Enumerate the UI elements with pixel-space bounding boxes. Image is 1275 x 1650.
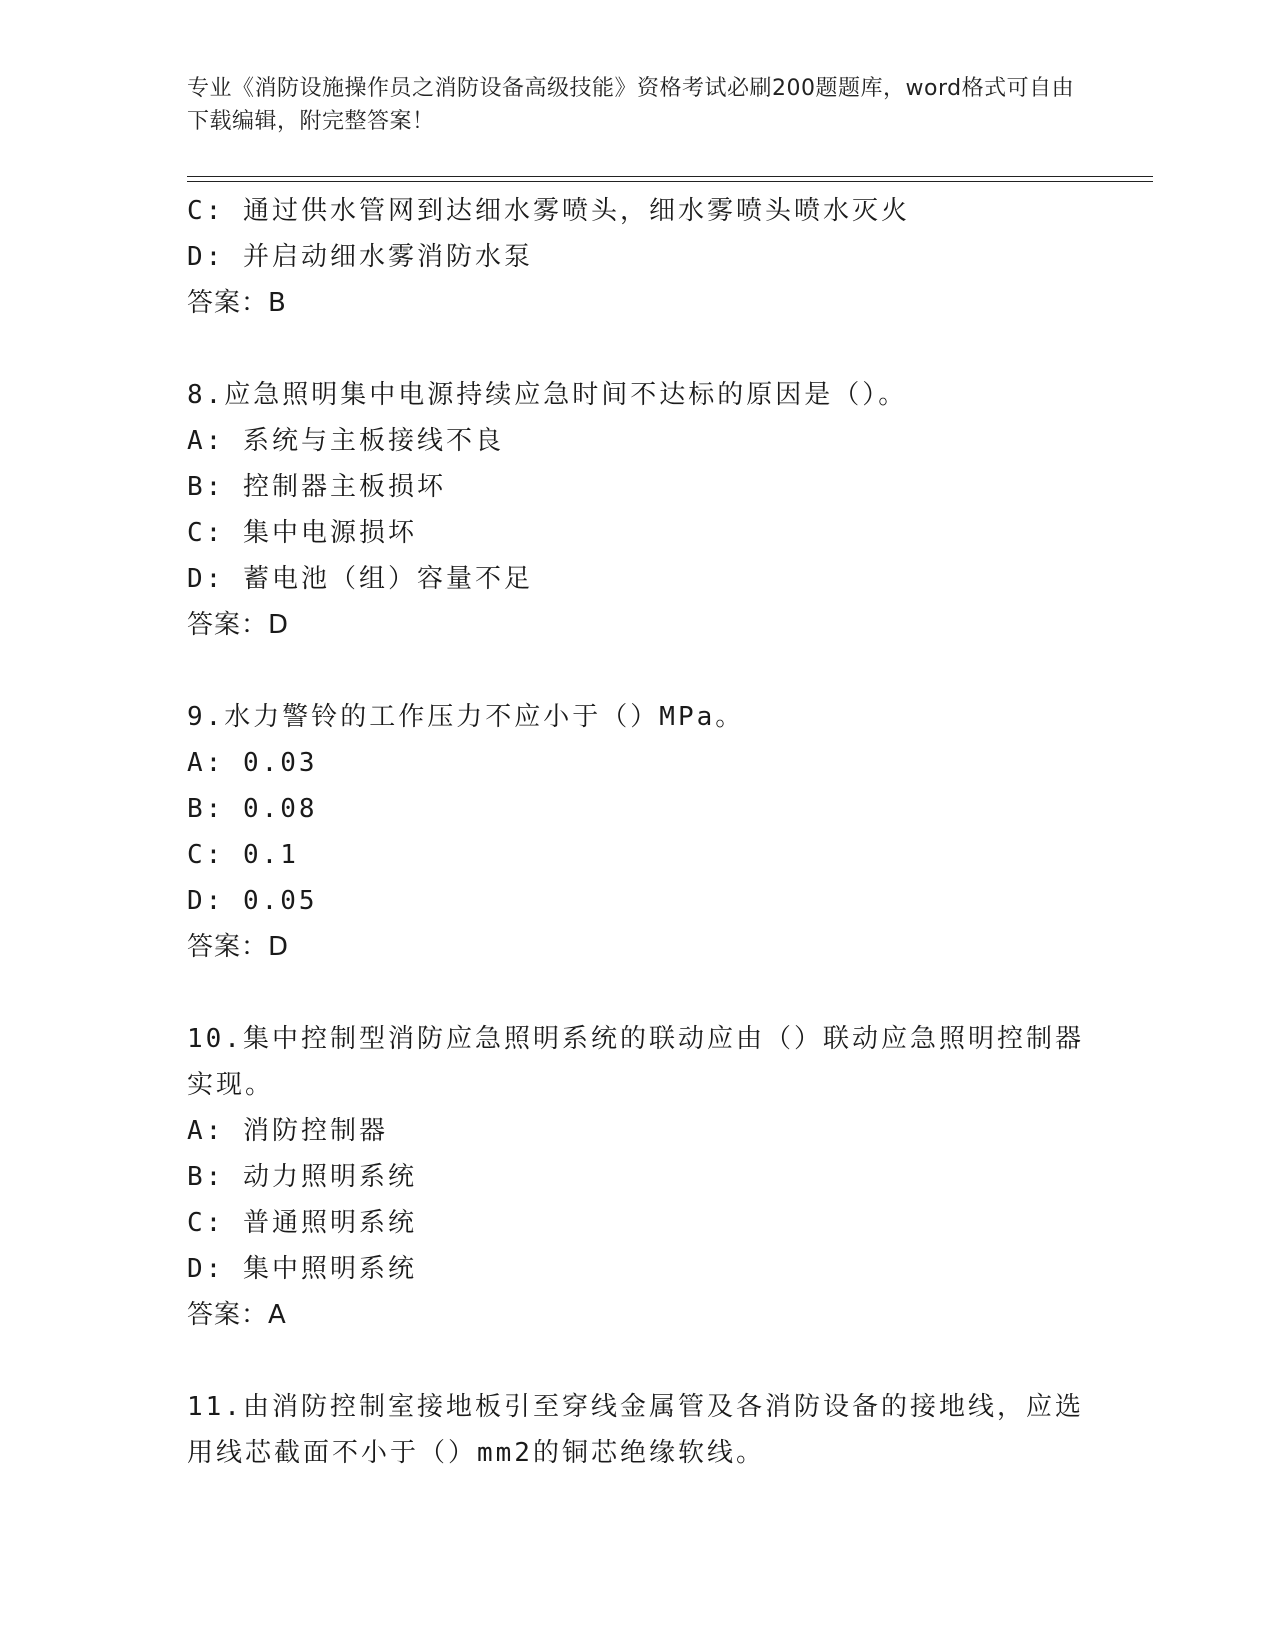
option-c: C: 0.1 [187,840,299,870]
header-divider-bottom [187,181,1153,182]
question-block-8 [187,372,1087,648]
option-c: C: 普通照明系统 [187,1208,417,1238]
option-a: A: 消防控制器 [187,1116,388,1146]
option-b: B: 控制器主板损坏 [187,472,446,502]
answer-line: 答案：A [187,1300,287,1330]
question-block-10 [187,1016,1087,1338]
option-c: C: 集中电源损坏 [187,518,417,548]
option-c: C: 通过供水管网到达细水雾喷头，细水雾喷头喷水灭火 [187,196,910,226]
question-text-line-2: 实现。 [187,1070,275,1100]
question-text-line-1: 11.由消防控制室接地板引至穿线金属管及各消防设备的接地线，应选 [187,1392,1084,1422]
question-block-7 [187,188,1087,326]
question-block-11 [187,1384,1087,1476]
question-text-line-1: 10.集中控制型消防应急照明系统的联动应由（）联动应急照明控制器 [187,1024,1084,1054]
question-text-line-2: 用线芯截面不小于（）mm2的铜芯绝缘软线。 [187,1438,765,1468]
option-d: D: 蓄电池（组）容量不足 [187,564,533,594]
option-a: A: 0.03 [187,748,318,778]
option-d: D: 0.05 [187,886,318,916]
document-header: 专业《消防设施操作员之消防设备高级技能》资格考试必刷200题题库，word格式可自由下载编辑，附完整答案！ [187,76,1075,134]
question-text: 8.应急照明集中电源持续应急时间不达标的原因是（）。 [187,380,908,410]
question-text: 9.水力警铃的工作压力不应小于（）MPa。 [187,702,745,732]
header-divider-top [187,176,1153,177]
answer-line: 答案：D [187,610,290,640]
question-list [187,188,1087,1476]
option-b: B: 0.08 [187,794,318,824]
option-d: D: 并启动细水雾消防水泵 [187,242,533,272]
option-d: D: 集中照明系统 [187,1254,417,1284]
question-block-9 [187,694,1087,970]
answer-line: 答案：B [187,288,287,318]
answer-line: 答案：D [187,932,290,962]
option-a: A: 系统与主板接线不良 [187,426,504,456]
option-b: B: 动力照明系统 [187,1162,417,1192]
